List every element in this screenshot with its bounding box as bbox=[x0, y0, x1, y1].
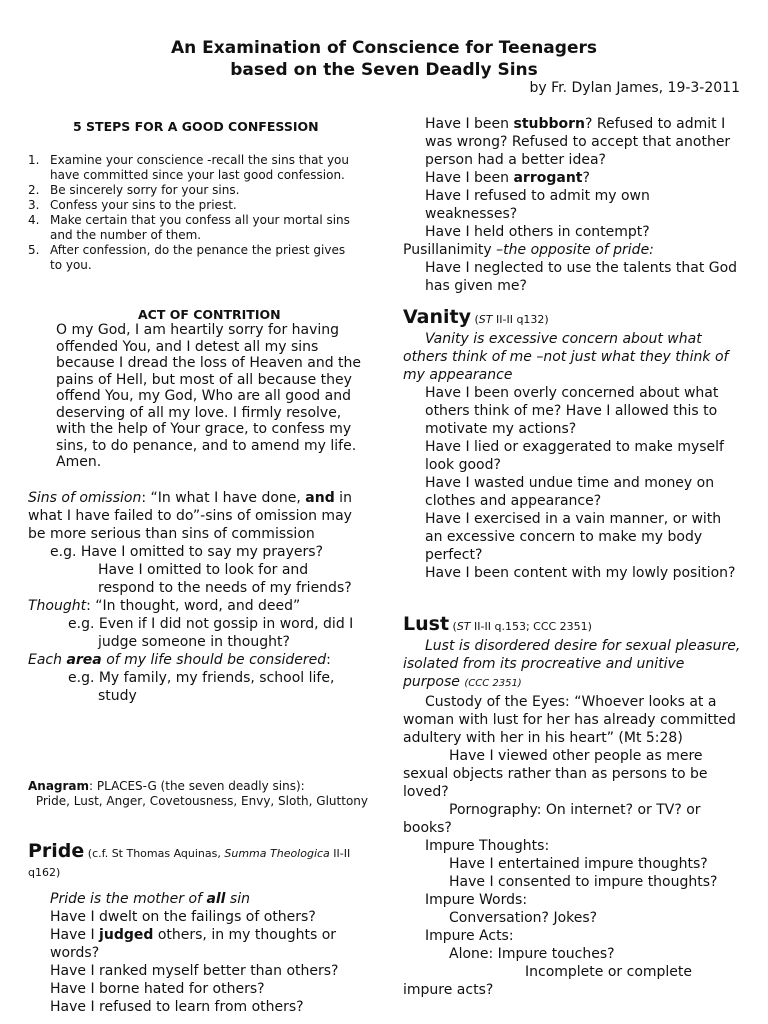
pride-motto-c: sin bbox=[225, 891, 250, 907]
steps-list bbox=[28, 153, 358, 273]
lust-heading-line bbox=[403, 614, 743, 637]
omission-example: e.g. Have I omitted to say my prayers? bbox=[50, 544, 323, 560]
omission-example-2: Have I omitted to look for and respond to the needs of my friends? bbox=[98, 562, 352, 596]
pride-continued bbox=[403, 115, 743, 295]
vanity-question: Have I been overly concerned about what others think of me? Have I allowed this to motivate my actions? bbox=[425, 385, 719, 437]
lust-pornography: Pornography: On internet? or TV? or books? bbox=[403, 802, 701, 836]
lust-ref-it: ST bbox=[456, 620, 471, 633]
step-item bbox=[28, 213, 358, 243]
step-item bbox=[28, 243, 358, 273]
pusillanimity-question: Have I neglected to use the talents that God has given me? bbox=[425, 260, 738, 294]
lust-heading: Lust bbox=[403, 613, 450, 635]
rt-q1-c: ? Refused to admit I was wrong? Refused to accept that another person had a better idea? bbox=[425, 116, 731, 168]
anagram-text: : PLACES-G (the seven deadly sins): bbox=[89, 779, 305, 793]
lust-question: Have I viewed other people as mere sexual objects rather than as persons to be loved? bbox=[403, 748, 708, 800]
pride-motto-a: Pride is the mother of bbox=[50, 891, 207, 907]
pride-q2-a: Have I bbox=[50, 927, 100, 943]
rt-q2-b: arrogant bbox=[513, 170, 583, 186]
lust-def-ref: (CCC 2351) bbox=[464, 678, 522, 689]
lust-words-question: Conversation? Jokes? bbox=[449, 910, 598, 926]
omission-text-cont: in what I have failed to do”-sins of omission may be more serious than sins of commission bbox=[28, 490, 352, 542]
lust-thoughts-question: Have I entertained impure thoughts? bbox=[449, 856, 708, 872]
vanity-question: Have I wasted undue time and money on clothes and appearance? bbox=[425, 475, 715, 509]
lust-acts-question: Incomplete or complete impure acts? bbox=[403, 964, 693, 998]
anagram-section bbox=[28, 779, 368, 809]
thought-text: : “In thought, word, and deed” bbox=[86, 598, 301, 614]
omission-label: Sins of omission bbox=[28, 490, 142, 506]
rt-q1-b: stubborn bbox=[513, 116, 586, 132]
vanity-heading: Vanity bbox=[403, 306, 471, 328]
pride-q2-c: others, in my thoughts or words? bbox=[50, 927, 337, 961]
vanity-question: Have I lied or exaggerated to make myself look good? bbox=[425, 439, 724, 473]
lust-ref: II-II q.153; CCC 2351) bbox=[470, 620, 592, 633]
pride-ref-b: II-II q162) bbox=[28, 847, 351, 879]
document-title-line1: An Examination of Conscience for Teenagers bbox=[171, 38, 597, 58]
pride-q2-b: judged bbox=[99, 927, 154, 943]
pride-ref-title: Summa Theologica bbox=[224, 847, 330, 860]
lust-definition bbox=[403, 637, 743, 693]
right-column bbox=[403, 0, 743, 1024]
lust-custody: Custody of the Eyes: “Whoever looks at a woman with lust for her has already committed adultery with her in his heart” (Mt 5:28) bbox=[403, 694, 736, 746]
rt-q2-a: Have I been bbox=[425, 170, 514, 186]
vanity-heading-line bbox=[403, 307, 743, 330]
pride-question: Have I ranked myself better than others? bbox=[50, 963, 339, 979]
pusillanimity-line bbox=[403, 241, 743, 259]
rt-q1-a: Have I been bbox=[425, 116, 514, 132]
vanity-definition: Vanity is excessive concern about what others think of me –not just what they think of my appearance bbox=[403, 331, 729, 383]
pride-question: Have I held others in contempt? bbox=[425, 224, 650, 240]
pride-heading: Pride bbox=[28, 840, 85, 862]
lust-words-label: Impure Words: bbox=[425, 892, 528, 908]
step-number: 5. bbox=[28, 243, 40, 257]
omission-section bbox=[28, 489, 368, 705]
vanity-reference: (ST II-II q132) bbox=[471, 313, 549, 326]
lust-thoughts-label: Impure Thoughts: bbox=[425, 838, 550, 854]
vanity-section bbox=[403, 307, 743, 582]
thought-example: e.g. Even if I did not gossip in word, did I judge someone in thought? bbox=[68, 616, 354, 650]
lust-acts-question: Alone: Impure touches? bbox=[449, 946, 615, 962]
pride-question bbox=[403, 115, 743, 169]
pride-question bbox=[28, 926, 368, 962]
area-line bbox=[28, 651, 368, 669]
anagram-line bbox=[28, 779, 368, 794]
pride-question: Have I borne hated for others? bbox=[50, 981, 265, 997]
rt-q2-c: ? bbox=[582, 170, 590, 186]
author-byline: by Fr. Dylan James, 19-3-2011 bbox=[529, 80, 740, 96]
area-post: of my life should be considered bbox=[101, 652, 327, 668]
vanity-ref-it: ST bbox=[478, 313, 493, 326]
step-number: 1. bbox=[28, 153, 40, 167]
pride-question: Have I refused to learn from others? bbox=[50, 999, 304, 1015]
vanity-ref: II-II q132) bbox=[492, 313, 549, 326]
pride-question: Have I dwelt on the failings of others? bbox=[50, 909, 316, 925]
pride-heading-line bbox=[28, 842, 368, 882]
left-column bbox=[28, 0, 368, 1024]
area-colon: : bbox=[326, 652, 331, 668]
omission-text: : “In what I have done, bbox=[141, 490, 306, 506]
contrition-prayer: O my God, I am heartily sorry for having offended You, and I detest all my sins because I dread the loss of Heaven and the pains of Hell, but most of all because they offend You, my God, Who are all good and deserving of all my love. I firmly resolve, with the help of Your grace, to confess my sins, to do penance, and to amend my life. Amen. bbox=[56, 322, 362, 470]
pride-question: Have I refused to admit my own weaknesses? bbox=[425, 188, 650, 222]
lust-def-text: Lust is disordered desire for sexual pleasure, isolated from its procreative and unitive purpose bbox=[403, 638, 741, 690]
pusil-label: Pusillanimity bbox=[403, 242, 497, 258]
vanity-question: Have I exercised in a vain manner, or with an excessive concern to make my body perfect? bbox=[425, 511, 722, 563]
step-item bbox=[28, 183, 358, 198]
area-pre: Each bbox=[28, 652, 67, 668]
area-bold: area bbox=[66, 652, 102, 668]
step-text: After confession, do the penance the priest gives to you. bbox=[50, 243, 346, 272]
steps-title: 5 STEPS FOR A GOOD CONFESSION bbox=[73, 119, 319, 134]
step-number: 2. bbox=[28, 183, 40, 197]
step-number: 3. bbox=[28, 198, 40, 212]
thought-line bbox=[28, 597, 368, 615]
pride-motto-b: all bbox=[206, 891, 226, 907]
step-text: Confess your sins to the priest. bbox=[50, 198, 237, 212]
pride-question bbox=[403, 169, 743, 187]
step-item bbox=[28, 198, 358, 213]
area-example: e.g. My family, my friends, school life, study bbox=[68, 670, 335, 704]
lust-section bbox=[403, 614, 743, 999]
thought-label: Thought bbox=[28, 598, 87, 614]
contrition-title: ACT OF CONTRITION bbox=[138, 307, 281, 322]
anagram-label: Anagram bbox=[28, 779, 90, 793]
lust-thoughts-question: Have I consented to impure thoughts? bbox=[449, 874, 718, 890]
omission-paragraph bbox=[28, 489, 368, 543]
step-text: Be sincerely sorry for your sins. bbox=[50, 183, 240, 197]
omission-and: and bbox=[305, 490, 335, 506]
step-number: 4. bbox=[28, 213, 40, 227]
anagram-list: Pride, Lust, Anger, Covetousness, Envy, Sloth, Gluttony bbox=[35, 794, 368, 808]
lust-acts-label: Impure Acts: bbox=[425, 928, 514, 944]
pride-motto bbox=[28, 890, 368, 908]
pusil-def: –the opposite of pride: bbox=[496, 242, 654, 258]
pride-section bbox=[28, 842, 368, 1016]
vanity-question: Have I been content with my lowly position? bbox=[425, 565, 736, 581]
step-text: Examine your conscience -recall the sins that you have committed since your last good confession. bbox=[50, 153, 349, 182]
pride-ref-a: (c.f. St Thomas Aquinas, bbox=[84, 847, 225, 860]
document-title-line2: based on the Seven Deadly Sins bbox=[230, 60, 538, 80]
lust-reference: (ST II-II q.153; CCC 2351) bbox=[449, 620, 592, 633]
step-text: Make certain that you confess all your mortal sins and the number of them. bbox=[50, 213, 350, 242]
step-item bbox=[28, 153, 358, 183]
